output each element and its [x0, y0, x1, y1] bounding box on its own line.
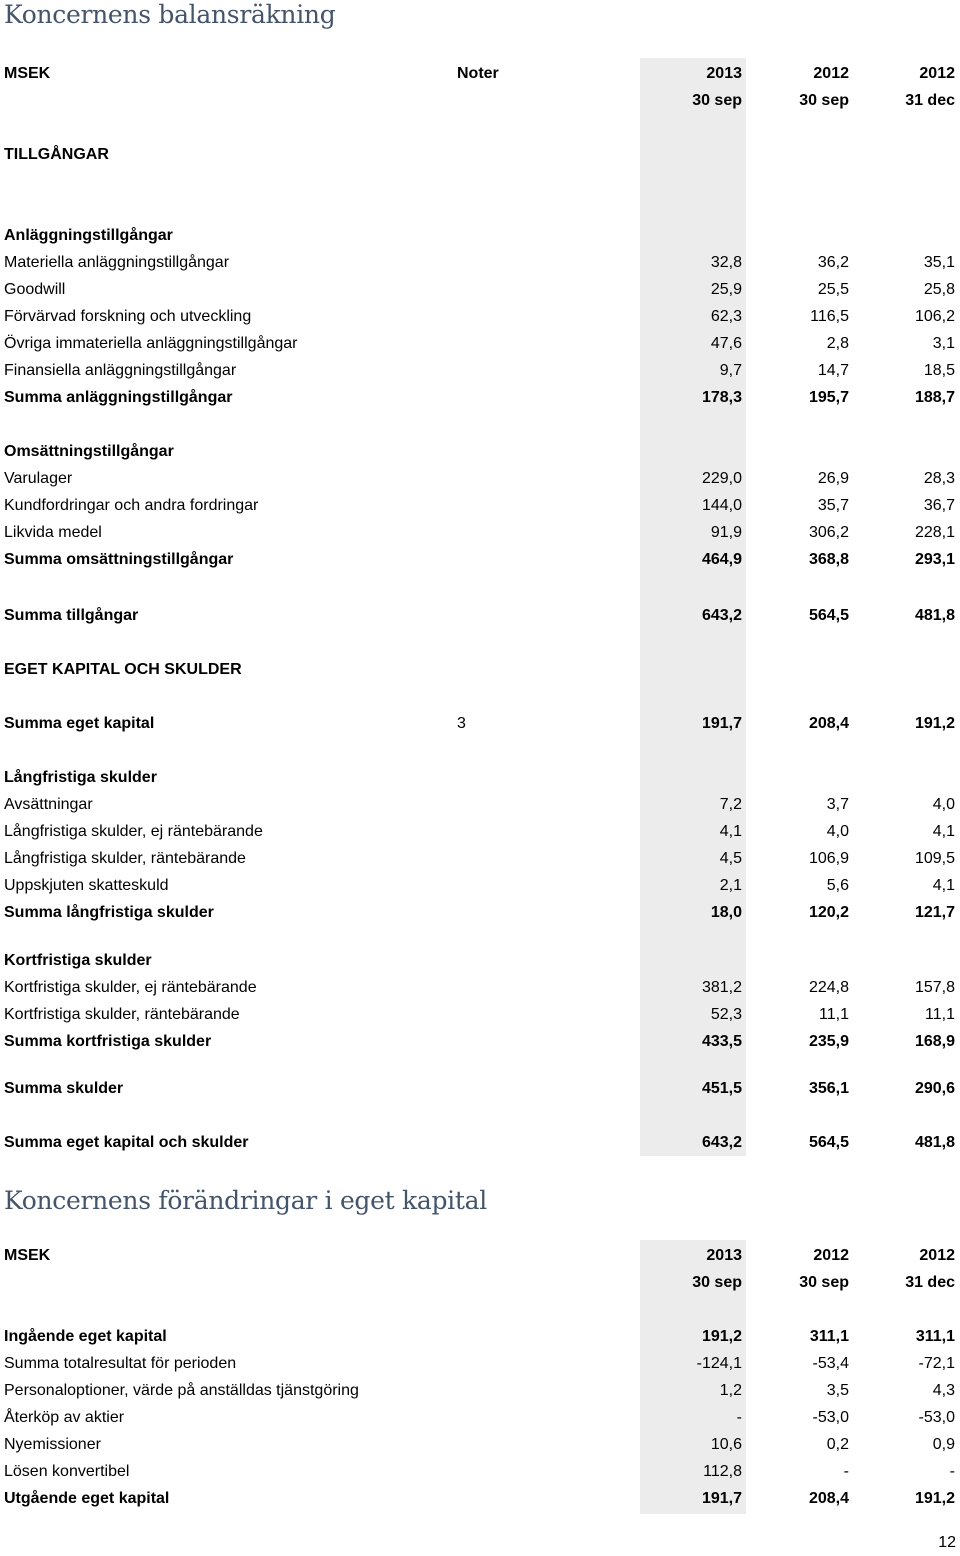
- equity-changes-title: Koncernens förändringar i eget kapital: [4, 1186, 487, 1215]
- row-label: Summa totalresultat för perioden: [4, 1355, 237, 1372]
- row-value-2: 3,7: [826, 796, 849, 813]
- row-value-2: 25,5: [817, 281, 849, 298]
- row-value-3: -: [949, 1463, 955, 1480]
- row-value-1: 191,2: [701, 1328, 742, 1345]
- row-label: Omsättningstillgångar: [4, 443, 174, 460]
- row-value-1: 643,2: [701, 607, 742, 624]
- balance-row: [0, 357, 960, 384]
- balance-row: [0, 1075, 960, 1102]
- row-value-1: 178,3: [701, 389, 742, 406]
- date-column-3: 31 dec: [905, 92, 955, 109]
- equity-date-column-2: 30 sep: [799, 1274, 849, 1291]
- equity-year-column-1: 2013: [706, 1247, 742, 1264]
- row-value-2: 35,7: [817, 497, 849, 514]
- row-label: Summa skulder: [4, 1080, 124, 1097]
- row-label: TILLGÅNGAR: [4, 146, 109, 163]
- row-note: 3: [457, 715, 466, 732]
- balance-header-dates: [0, 87, 960, 114]
- row-value-2: 11,1: [819, 1006, 849, 1023]
- balance-row: [0, 974, 960, 1001]
- balance-row: [0, 947, 960, 974]
- row-value-1: 9,7: [719, 362, 742, 379]
- row-label: Personaloptioner, värde på anställdas tjänstgöring: [4, 1382, 359, 1399]
- row-value-3: 228,1: [914, 524, 955, 541]
- row-value-1: 1,2: [719, 1382, 742, 1399]
- balance-row: [0, 899, 960, 926]
- row-value-3: 157,8: [914, 979, 955, 996]
- equity-header-dates: [0, 1269, 960, 1296]
- row-value-2: 368,8: [808, 551, 849, 568]
- row-label: Nyemissioner: [4, 1436, 101, 1453]
- row-value-1: 91,9: [710, 524, 742, 541]
- row-value-1: -124,1: [696, 1355, 742, 1372]
- row-value-3: -53,0: [918, 1409, 955, 1426]
- row-value-1: 18,0: [710, 904, 742, 921]
- equity-currency-label: MSEK: [4, 1247, 51, 1264]
- balance-row: [0, 330, 960, 357]
- balance-row: [0, 710, 960, 737]
- row-value-3: 4,0: [932, 796, 955, 813]
- row-value-3: 290,6: [914, 1080, 955, 1097]
- row-label: Förvärvad forskning och utveckling: [4, 308, 252, 325]
- row-value-2: 311,1: [809, 1328, 849, 1345]
- row-value-3: 4,1: [932, 823, 955, 840]
- page-number: 12: [938, 1534, 956, 1551]
- balance-row: [0, 519, 960, 546]
- balance-row: [0, 791, 960, 818]
- row-value-2: 2,8: [826, 335, 849, 352]
- row-label: Avsättningar: [4, 796, 93, 813]
- row-value-1: 7,2: [719, 796, 742, 813]
- row-value-3: 188,7: [914, 389, 955, 406]
- equity-year-column-3: 2012: [919, 1247, 955, 1264]
- row-value-3: 11,1: [925, 1006, 955, 1023]
- balance-row: [0, 303, 960, 330]
- row-value-1: 2,1: [719, 877, 742, 894]
- row-value-2: 120,2: [808, 904, 849, 921]
- row-value-1: 191,7: [701, 1490, 742, 1507]
- row-label: Ingående eget kapital: [4, 1328, 167, 1345]
- row-value-2: 564,5: [808, 607, 849, 624]
- row-value-1: 229,0: [701, 470, 742, 487]
- row-label: Långfristiga skulder, ej räntebärande: [4, 823, 263, 840]
- row-value-3: 4,3: [932, 1382, 955, 1399]
- row-value-2: 26,9: [817, 470, 849, 487]
- balance-sheet-title: Koncernens balansräkning: [4, 0, 336, 29]
- row-label: Summa kortfristiga skulder: [4, 1033, 212, 1050]
- row-value-3: 25,8: [923, 281, 955, 298]
- row-label: Återköp av aktier: [4, 1409, 125, 1426]
- balance-row: [0, 276, 960, 303]
- row-value-1: 47,6: [710, 335, 742, 352]
- equity-date-column-3: 31 dec: [905, 1274, 955, 1291]
- row-value-1: 451,5: [701, 1080, 742, 1097]
- row-label: Lösen konvertibel: [4, 1463, 130, 1480]
- row-value-1: 191,7: [701, 715, 742, 732]
- date-column-2: 30 sep: [799, 92, 849, 109]
- balance-row: [0, 1001, 960, 1028]
- row-value-2: 195,7: [808, 389, 849, 406]
- row-value-3: 0,9: [932, 1436, 955, 1453]
- row-value-1: 32,8: [710, 254, 742, 271]
- equity-row: [0, 1350, 960, 1377]
- row-value-2: 14,7: [817, 362, 849, 379]
- row-value-3: 191,2: [914, 1490, 955, 1507]
- balance-row: [0, 602, 960, 629]
- equity-header-years: [0, 1242, 960, 1269]
- row-label: EGET KAPITAL OCH SKULDER: [4, 661, 242, 678]
- balance-row: [0, 141, 960, 168]
- row-value-2: -53,4: [812, 1355, 849, 1372]
- row-label: Summa eget kapital och skulder: [4, 1134, 249, 1151]
- balance-row: [0, 222, 960, 249]
- balance-row: [0, 845, 960, 872]
- balance-row: [0, 1028, 960, 1055]
- balance-row: [0, 546, 960, 573]
- row-value-1: -: [736, 1409, 742, 1426]
- row-label: Goodwill: [4, 281, 66, 298]
- equity-row: [0, 1458, 960, 1485]
- row-value-3: 293,1: [914, 551, 955, 568]
- notes-header: Noter: [457, 65, 499, 82]
- balance-row: [0, 438, 960, 465]
- row-label: Kundfordringar och andra fordringar: [4, 497, 259, 514]
- currency-label: MSEK: [4, 65, 51, 82]
- balance-row: [0, 764, 960, 791]
- balance-row: [0, 818, 960, 845]
- row-label: Utgående eget kapital: [4, 1490, 170, 1507]
- equity-row: [0, 1377, 960, 1404]
- date-column-1: 30 sep: [692, 92, 742, 109]
- row-value-3: 4,1: [932, 877, 955, 894]
- row-value-2: 3,5: [826, 1382, 849, 1399]
- row-value-2: 0,2: [826, 1436, 849, 1453]
- row-label: Summa anläggningstillgångar: [4, 389, 233, 406]
- row-value-2: 306,2: [808, 524, 849, 541]
- row-label: Kortfristiga skulder, ej räntebärande: [4, 979, 257, 996]
- row-value-2: -: [843, 1463, 849, 1480]
- row-value-3: 28,3: [923, 470, 955, 487]
- balance-row: [0, 1129, 960, 1156]
- year-column-3: 2012: [919, 65, 955, 82]
- row-label: Summa eget kapital: [4, 715, 155, 732]
- row-label: Summa långfristiga skulder: [4, 904, 214, 921]
- row-value-1: 144,0: [701, 497, 742, 514]
- row-label: Uppskjuten skatteskuld: [4, 877, 169, 894]
- row-value-2: 235,9: [808, 1033, 849, 1050]
- row-label: Övriga immateriella anläggningstillgångar: [4, 335, 298, 352]
- row-value-3: -72,1: [918, 1355, 955, 1372]
- row-value-1: 4,5: [719, 850, 742, 867]
- row-label: Materiella anläggningstillgångar: [4, 254, 230, 271]
- row-value-3: 311,1: [915, 1328, 955, 1345]
- row-value-3: 3,1: [932, 335, 955, 352]
- row-value-2: 116,5: [810, 308, 849, 325]
- row-value-3: 191,2: [914, 715, 955, 732]
- row-label: Summa tillgångar: [4, 607, 139, 624]
- row-value-1: 25,9: [710, 281, 742, 298]
- row-value-1: 643,2: [701, 1134, 742, 1151]
- balance-row: [0, 872, 960, 899]
- row-value-3: 481,8: [914, 1134, 955, 1151]
- row-value-3: 35,1: [923, 254, 955, 271]
- row-value-3: 168,9: [914, 1033, 955, 1050]
- row-value-2: 208,4: [808, 1490, 849, 1507]
- row-value-2: 224,8: [808, 979, 849, 996]
- row-value-3: 121,7: [914, 904, 955, 921]
- row-label: Likvida medel: [4, 524, 102, 541]
- balance-row: [0, 492, 960, 519]
- row-value-2: 356,1: [808, 1080, 849, 1097]
- balance-row: [0, 249, 960, 276]
- row-value-3: 106,2: [914, 308, 955, 325]
- year-column-1: 2013: [706, 65, 742, 82]
- row-value-3: 18,5: [923, 362, 955, 379]
- row-label: Varulager: [4, 470, 73, 487]
- equity-year-column-2: 2012: [813, 1247, 849, 1264]
- row-value-2: 564,5: [808, 1134, 849, 1151]
- equity-row: [0, 1323, 960, 1350]
- row-value-1: 62,3: [710, 308, 742, 325]
- equity-row: [0, 1485, 960, 1512]
- row-label: Finansiella anläggningstillgångar: [4, 362, 237, 379]
- row-label: Anläggningstillgångar: [4, 227, 173, 244]
- balance-row: [0, 465, 960, 492]
- row-value-2: 208,4: [808, 715, 849, 732]
- year-column-2: 2012: [813, 65, 849, 82]
- equity-row: [0, 1404, 960, 1431]
- row-value-1: 433,5: [701, 1033, 742, 1050]
- row-label: Kortfristiga skulder: [4, 952, 152, 969]
- row-value-1: 10,6: [710, 1436, 742, 1453]
- row-value-1: 112,8: [703, 1463, 742, 1480]
- row-value-2: 5,6: [826, 877, 849, 894]
- row-value-2: 36,2: [817, 254, 849, 271]
- row-label: Långfristiga skulder, räntebärande: [4, 850, 246, 867]
- row-label: Långfristiga skulder: [4, 769, 157, 786]
- row-value-2: 106,9: [808, 850, 849, 867]
- row-value-2: -53,0: [812, 1409, 849, 1426]
- row-value-3: 481,8: [914, 607, 955, 624]
- row-label: Kortfristiga skulder, räntebärande: [4, 1006, 240, 1023]
- row-value-2: 4,0: [826, 823, 849, 840]
- row-value-1: 464,9: [701, 551, 742, 568]
- row-value-1: 4,1: [719, 823, 742, 840]
- row-value-1: 52,3: [710, 1006, 742, 1023]
- row-value-3: 109,5: [914, 850, 955, 867]
- row-value-3: 36,7: [923, 497, 955, 514]
- balance-row: [0, 384, 960, 411]
- equity-date-column-1: 30 sep: [692, 1274, 742, 1291]
- equity-row: [0, 1431, 960, 1458]
- row-label: Summa omsättningstillgångar: [4, 551, 234, 568]
- balance-header-years: [0, 60, 960, 87]
- balance-row: [0, 656, 960, 683]
- row-value-1: 381,2: [701, 979, 742, 996]
